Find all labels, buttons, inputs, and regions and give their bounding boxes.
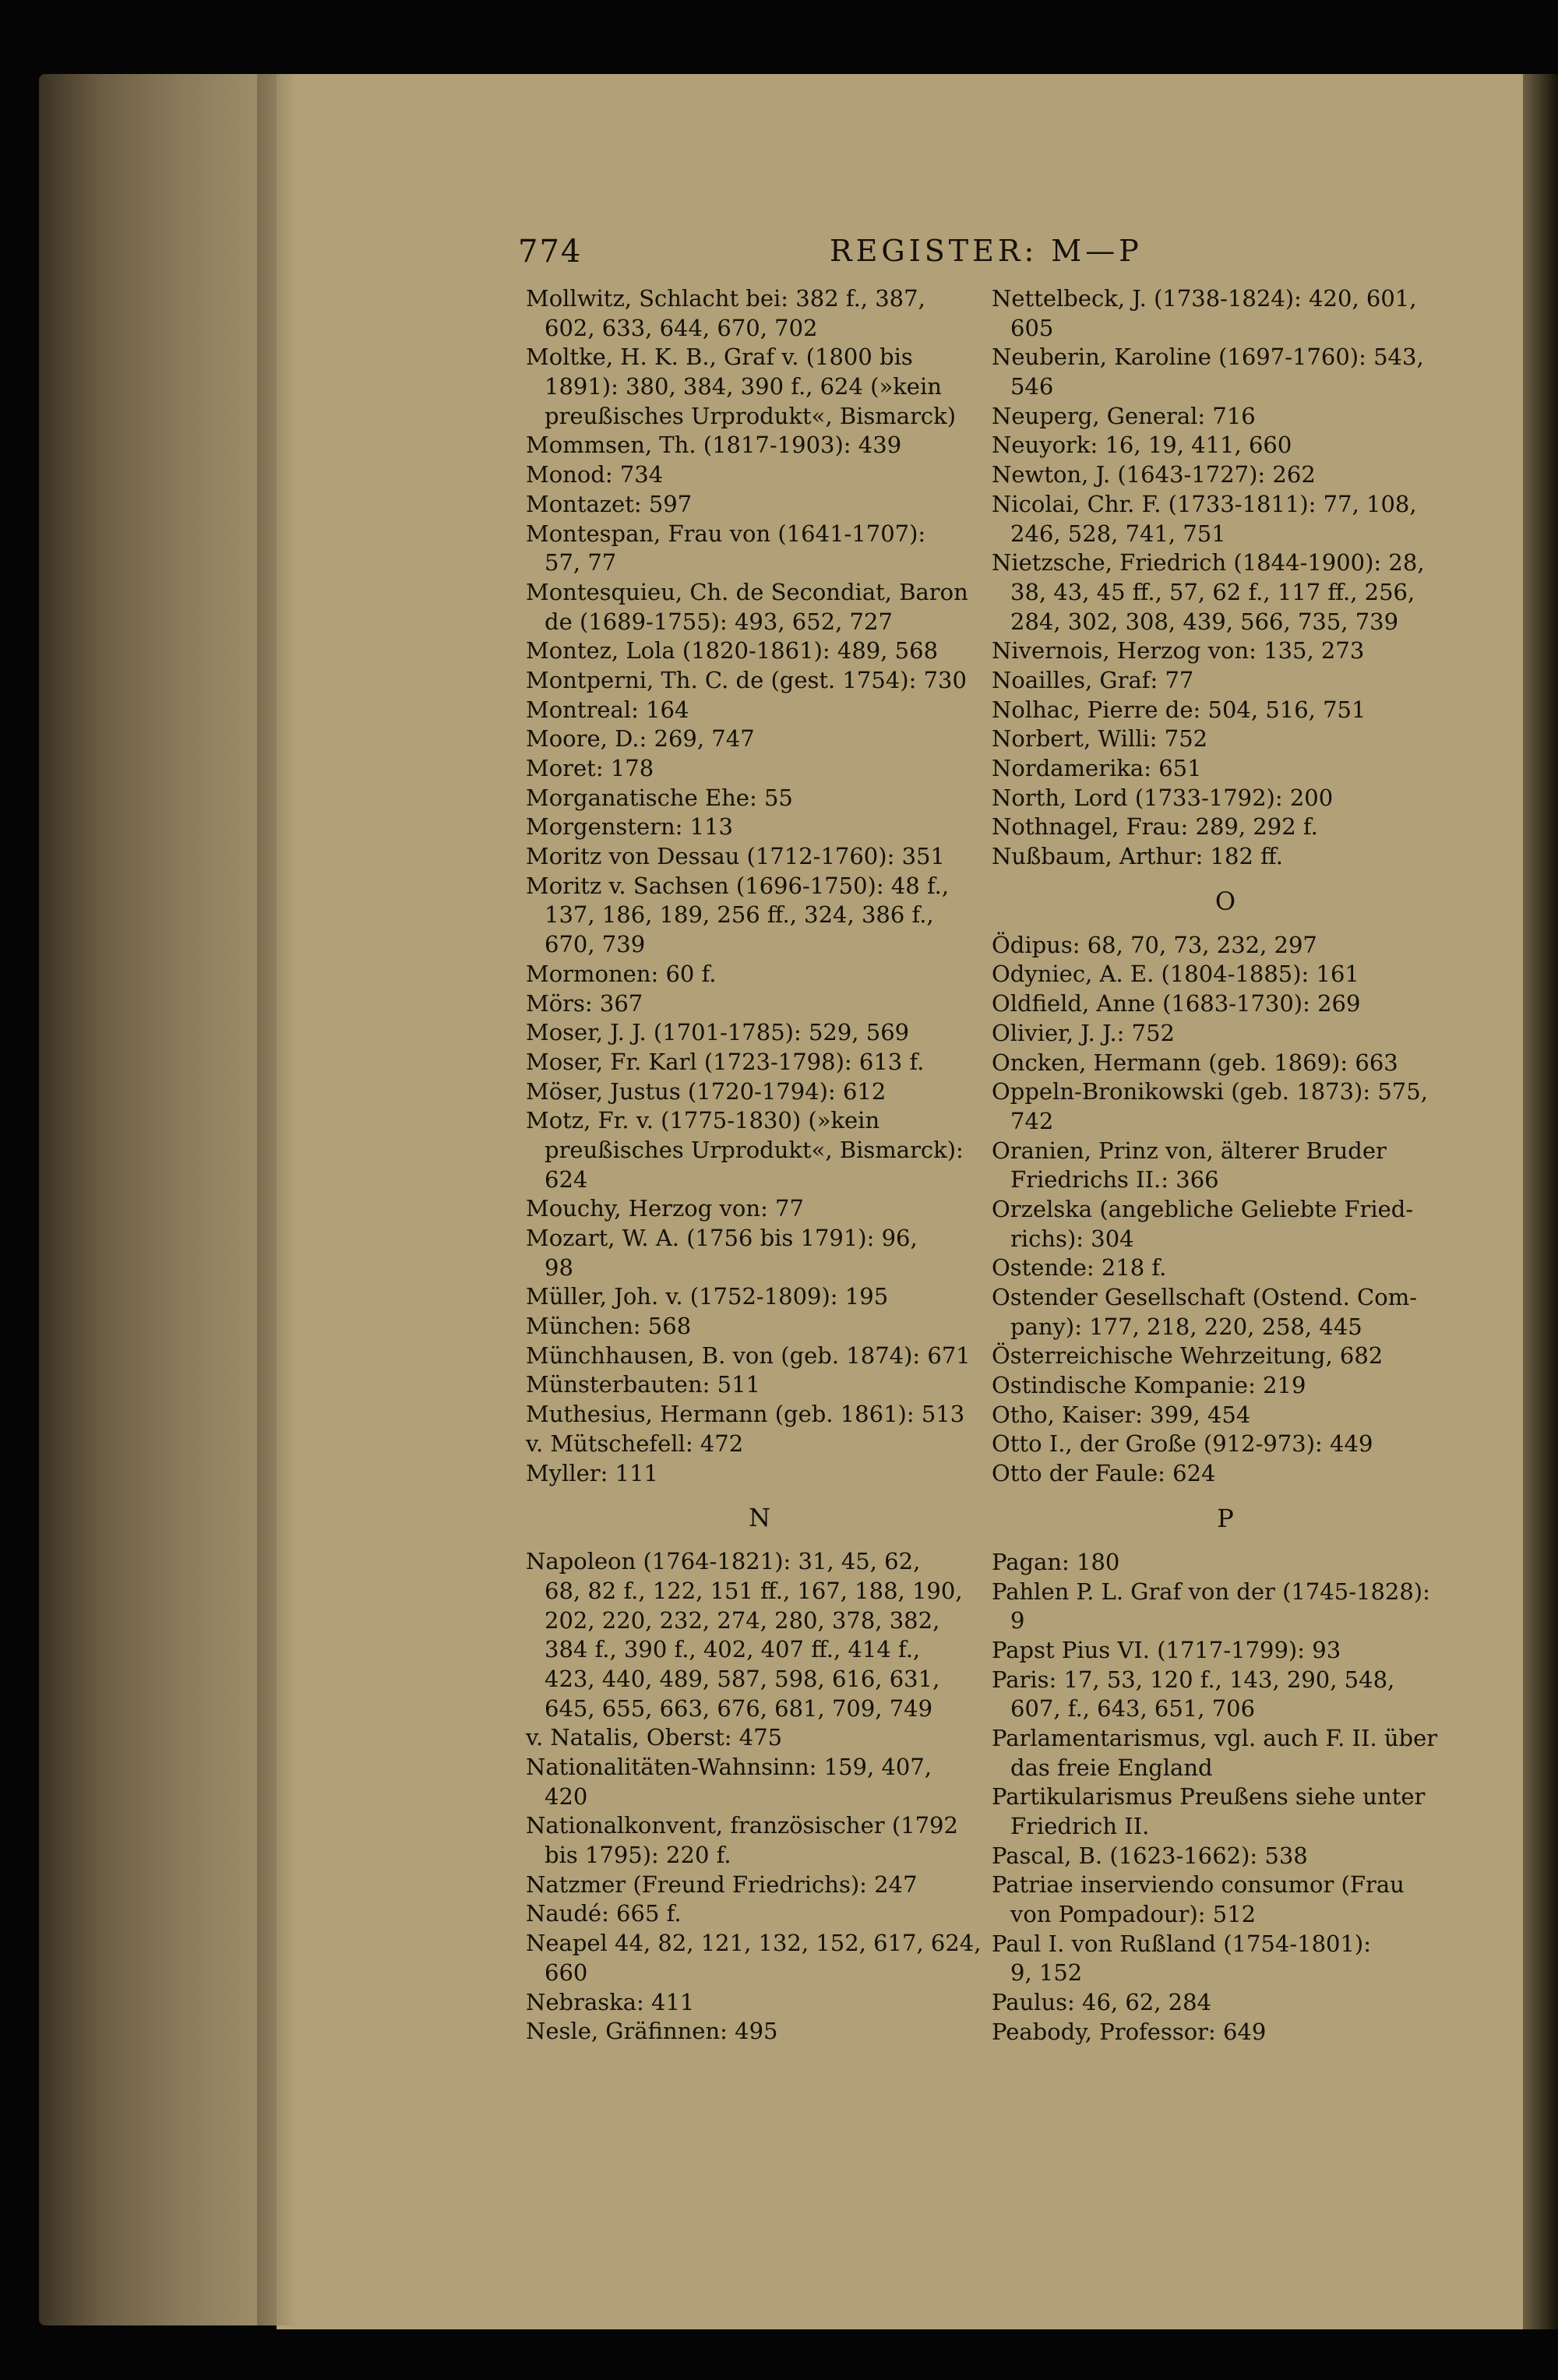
index-entry: Möser, Justus (1720-1794): 612 <box>526 1077 887 1105</box>
page-number: 774 <box>518 234 583 270</box>
index-entry: Moser, J. J. (1701-1785): 529, 569 <box>526 1019 910 1046</box>
index-entry-continuation: 742 <box>1010 1107 1054 1134</box>
index-entry: Mouchy, Herzog von: 77 <box>526 1195 804 1222</box>
index-entry-continuation: 624 <box>545 1165 588 1193</box>
index-entry: Nußbaum, Arthur: 182 ff. <box>992 843 1283 870</box>
index-entry-continuation: 38, 43, 45 ff., 57, 62 f., 117 ff., 256, <box>1010 578 1415 605</box>
index-entry-continuation: 546 <box>1010 373 1054 400</box>
section-gap <box>992 872 1459 881</box>
index-entry: Parlamentarismus, vgl. auch F. II. über <box>992 1724 1438 1751</box>
index-entry-continuation: 660 <box>545 1959 588 1986</box>
index-entry: Montperni, Th. C. de (gest. 1754): 730 <box>526 666 967 693</box>
index-entry-continuation: 420 <box>545 1782 588 1810</box>
index-entry-continuation: Friedrichs II.: 366 <box>1010 1166 1219 1194</box>
index-entry: Naudé: 665 f. <box>526 1900 682 1927</box>
index-entry: Nettelbeck, J. (1738-1824): 420, 601, <box>992 285 1417 312</box>
index-column-right <box>992 284 1459 2047</box>
index-entry: Nietzsche, Friedrich (1844-1900): 28, <box>992 549 1425 576</box>
index-entry: Partikularismus Preußens siehe unter <box>992 1783 1426 1811</box>
index-entry-continuation: pany): 177, 218, 220, 258, 445 <box>1010 1313 1362 1340</box>
index-entry: Münsterbauten: 511 <box>526 1371 760 1398</box>
index-entry: Paulus: 46, 62, 284 <box>992 1989 1212 2016</box>
index-entry-continuation: 384 f., 390 f., 402, 407 ff., 414 f., <box>545 1636 921 1663</box>
index-entry: Oldfield, Anne (1683-1730): 269 <box>992 990 1361 1017</box>
index-entry-continuation: 1891): 380, 384, 390 f., 624 (»kein <box>545 373 942 400</box>
page-header <box>518 234 1235 280</box>
index-entry: Ostindische Kompanie: 219 <box>992 1372 1306 1399</box>
index-entry: Olivier, J. J.: 752 <box>992 1019 1176 1046</box>
index-entry: Moret: 178 <box>526 755 654 781</box>
section-gap <box>992 1539 1459 1548</box>
section-gap <box>992 1489 1459 1498</box>
running-head: REGISTER: M—P <box>830 234 1143 268</box>
section-gap <box>992 922 1459 931</box>
index-entry: Moser, Fr. Karl (1723-1798): 613 f. <box>526 1048 925 1075</box>
index-entry: Neuyork: 16, 19, 411, 660 <box>992 432 1292 459</box>
index-entry: Ostende: 218 f. <box>992 1254 1167 1282</box>
index-entry-continuation: 246, 528, 741, 751 <box>1010 520 1226 547</box>
index-entry: Myller: 111 <box>526 1459 658 1486</box>
index-entry-continuation: de (1689-1755): 493, 652, 727 <box>545 608 893 635</box>
index-entry: Mommsen, Th. (1817-1903): 439 <box>526 432 902 459</box>
gutter-shadow <box>257 74 296 2325</box>
index-entry: Norbert, Willi: 752 <box>992 725 1208 753</box>
index-entry-continuation: 284, 302, 308, 439, 566, 735, 739 <box>1010 608 1399 635</box>
index-entry: Odyniec, A. E. (1804-1885): 161 <box>992 961 1359 988</box>
index-entry: Neuperg, General: 716 <box>992 402 1256 429</box>
index-entry-continuation: bis 1795): 220 f. <box>545 1842 731 1869</box>
index-entry-continuation: 9, 152 <box>1010 1959 1083 1987</box>
index-entry: Moritz von Dessau (1712-1760): 351 <box>526 843 945 870</box>
index-entry-continuation: 645, 655, 663, 676, 681, 709, 749 <box>545 1694 933 1722</box>
index-entry: Napoleon (1764-1821): 31, 45, 62, <box>526 1548 921 1575</box>
index-entry: Montesquieu, Ch. de Secondiat, Baron <box>526 578 968 605</box>
section-letter: N <box>749 1503 770 1533</box>
index-entry-continuation: 137, 186, 189, 256 ff., 324, 386 f., <box>545 901 934 929</box>
index-entry-continuation: 670, 739 <box>545 931 646 958</box>
index-entry: Morgenstern: 113 <box>526 813 733 841</box>
index-entry: North, Lord (1733-1792): 200 <box>992 784 1334 811</box>
index-entry: Nothnagel, Frau: 289, 292 f. <box>992 813 1318 841</box>
index-column-left <box>526 284 993 2047</box>
index-entry: Noailles, Graf: 77 <box>992 666 1194 693</box>
index-entry: Mollwitz, Schlacht bei: 382 f., 387, <box>526 285 925 312</box>
index-entry-continuation: 68, 82 f., 122, 151 ff., 167, 188, 190, <box>545 1577 963 1604</box>
index-entry: Oppeln-Bronikowski (geb. 1873): 575, <box>992 1078 1428 1105</box>
index-entry: Mörs: 367 <box>526 989 643 1017</box>
index-entry: Nordamerika: 651 <box>992 755 1202 781</box>
index-entry-continuation: 605 <box>1010 314 1054 341</box>
index-entry-continuation: 607, f., 643, 651, 706 <box>1010 1695 1256 1722</box>
index-entry: Montreal: 164 <box>526 696 689 723</box>
index-entry: Mozart, W. A. (1756 bis 1791): 96, <box>526 1225 918 1251</box>
index-entry: Nebraska: 411 <box>526 1988 695 2015</box>
index-entry: Newton, J. (1643-1727): 262 <box>992 461 1316 488</box>
index-entry: Münchhausen, B. von (geb. 1874): 671 <box>526 1342 971 1369</box>
index-entry: Mormonen: 60 f. <box>526 960 717 987</box>
index-entry: Pascal, B. (1623-1662): 538 <box>992 1842 1308 1869</box>
index-entry: Nivernois, Herzog von: 135, 273 <box>992 637 1365 665</box>
index-entry: Papst Pius VI. (1717-1799): 93 <box>992 1636 1341 1663</box>
index-entry: Montazet: 597 <box>526 490 693 517</box>
index-entry: v. Natalis, Oberst: 475 <box>526 1724 783 1751</box>
index-entry: Neuberin, Karoline (1697-1760): 543, <box>992 344 1424 371</box>
index-entry-continuation: 602, 633, 644, 670, 702 <box>545 314 818 341</box>
index-entry: Moltke, H. K. B., Graf v. (1800 bis <box>526 344 913 371</box>
index-entry: Muthesius, Hermann (geb. 1861): 513 <box>526 1401 965 1428</box>
index-entry: Nolhac, Pierre de: 504, 516, 751 <box>992 696 1366 723</box>
index-entry: Paris: 17, 53, 120 f., 143, 290, 548, <box>992 1666 1395 1693</box>
index-entry-continuation: 98 <box>545 1253 573 1281</box>
index-entry: Montespan, Frau von (1641-1707): <box>526 520 926 547</box>
index-entry: Müller, Joh. v. (1752-1809): 195 <box>526 1283 889 1310</box>
index-entry: Otho, Kaiser: 399, 454 <box>992 1401 1251 1428</box>
index-entry-continuation: preußisches Urprodukt«, Bismarck) <box>545 402 957 429</box>
index-entry: Nationalkonvent, französischer (1792 <box>526 1812 958 1839</box>
index-entry: Nesle, Gräfinnen: 495 <box>526 2018 778 2045</box>
index-entry-continuation: von Pompadour): 512 <box>1010 1901 1257 1928</box>
section-gap <box>526 1488 993 1497</box>
index-entry: Moritz v. Sachsen (1696-1750): 48 f., <box>526 872 950 899</box>
index-entry: Natzmer (Freund Friedrichs): 247 <box>526 1871 918 1898</box>
index-entry: Neapel 44, 82, 121, 132, 152, 617, 624, <box>526 1930 982 1957</box>
index-entry-continuation: 423, 440, 489, 587, 598, 616, 631, <box>545 1665 940 1692</box>
index-entry-continuation: 202, 220, 232, 274, 280, 378, 382, <box>545 1606 940 1634</box>
index-entry: Otto I., der Große (912-973): 449 <box>992 1430 1373 1458</box>
index-entry: Österreichische Wehrzeitung, 682 <box>992 1342 1384 1370</box>
index-entry: v. Mütschefell: 472 <box>526 1430 744 1457</box>
facing-page-edge <box>1523 74 1558 2329</box>
index-entry: Montez, Lola (1820-1861): 489, 568 <box>526 637 939 665</box>
index-entry-continuation: richs): 304 <box>1010 1225 1134 1252</box>
index-entry: Otto der Faule: 624 <box>992 1460 1216 1487</box>
index-entry: Peabody, Professor: 649 <box>992 2018 1267 2045</box>
index-entry: Patriae inserviendo consumor (Frau <box>992 1871 1405 1899</box>
index-entry: Nicolai, Chr. F. (1733-1811): 77, 108, <box>992 490 1417 517</box>
index-entry: Orzelska (angebliche Geliebte Fried- <box>992 1195 1414 1222</box>
index-entry: Pagan: 180 <box>992 1548 1120 1575</box>
index-entry: Ödipus: 68, 70, 73, 232, 297 <box>992 931 1317 958</box>
index-entry: Paul I. von Rußland (1754-1801): <box>992 1930 1372 1957</box>
index-entry: Ostender Gesellschaft (Ostend. Com- <box>992 1284 1417 1310</box>
index-entry-continuation: 9 <box>1010 1607 1025 1634</box>
index-entry: Morganatische Ehe: 55 <box>526 784 793 811</box>
index-entry: Monod: 734 <box>526 461 664 488</box>
index-entry-continuation: preußisches Urprodukt«, Bismarck): <box>545 1136 964 1163</box>
index-entry: Oranien, Prinz von, älterer Bruder <box>992 1137 1387 1164</box>
index-entry: Motz, Fr. v. (1775-1830) (»kein <box>526 1107 880 1134</box>
section-letter: P <box>1217 1503 1234 1533</box>
index-entry: München: 568 <box>526 1313 692 1340</box>
section-letter: O <box>1214 886 1236 916</box>
index-entry: Oncken, Hermann (geb. 1869): 663 <box>992 1049 1398 1076</box>
index-entry: Pahlen P. L. Graf von der (1745-1828): <box>992 1578 1430 1605</box>
index-entry-continuation: Friedrich II. <box>1010 1813 1150 1839</box>
index-entry: Moore, D.: 269, 747 <box>526 725 755 753</box>
index-entry-continuation: 57, 77 <box>545 549 617 576</box>
index-entry: Nationalitäten-Wahnsinn: 159, 407, <box>526 1754 932 1780</box>
section-gap <box>526 1538 993 1547</box>
index-entry-continuation: das freie England <box>1010 1754 1213 1781</box>
